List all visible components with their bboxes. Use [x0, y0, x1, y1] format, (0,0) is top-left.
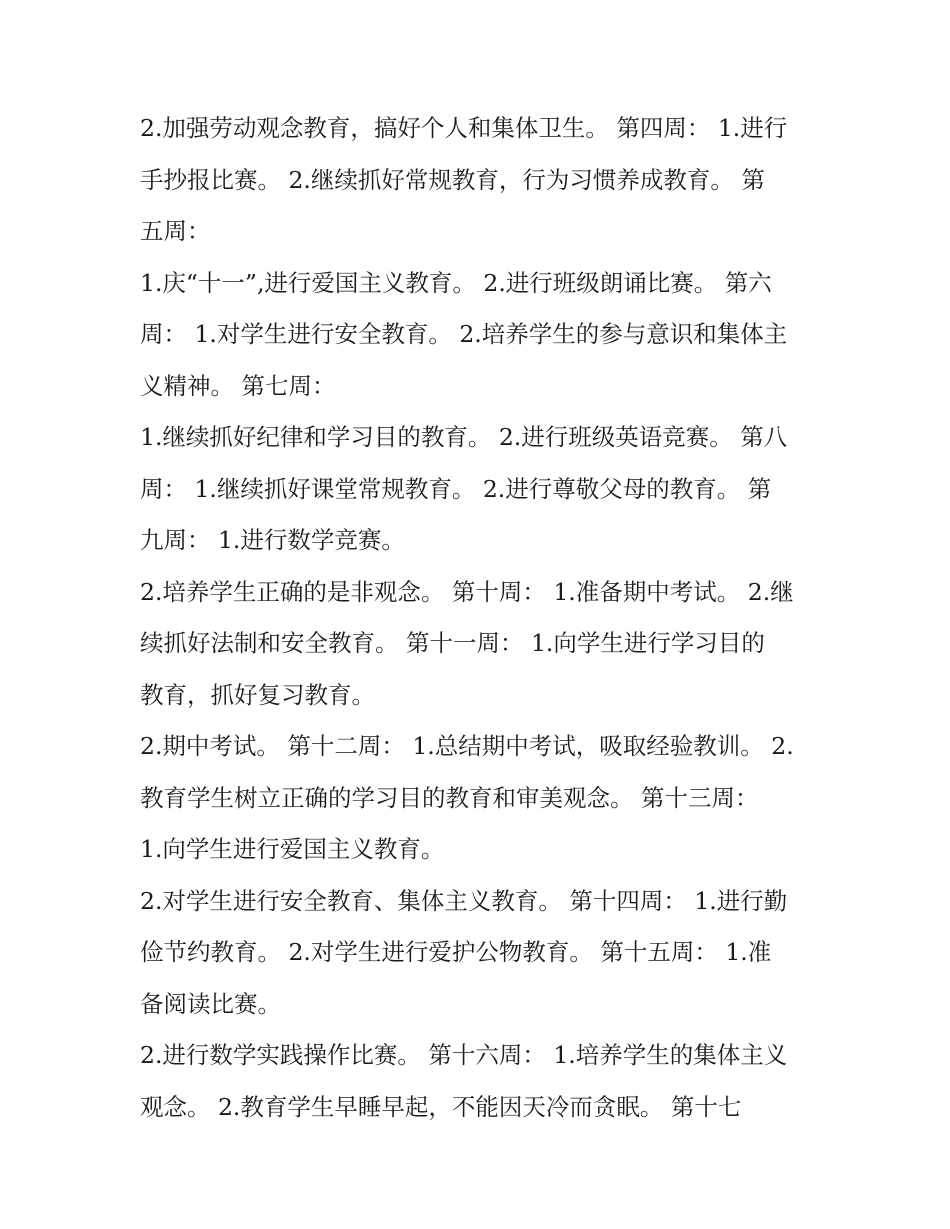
- paragraph: [140, 721, 815, 876]
- text-line: 2.培养学生正确的是非观念。 第十周： 1.准备期中考试。 2.继: [140, 577, 794, 606]
- paragraph: [140, 258, 815, 413]
- text-line: 续抓好法制和安全教育。 第十一周： 1.向学生进行学习目的: [140, 629, 765, 657]
- text-line: 周： 1.对学生进行安全教育。 2.培养学生的参与意识和集体主: [140, 320, 788, 348]
- paragraph: [140, 412, 815, 567]
- paragraph: [140, 103, 815, 258]
- paragraph: [140, 876, 815, 1031]
- text-line: 1.向学生进行爱国主义教育。: [140, 835, 445, 863]
- text-line: 2.进行数学实践操作比赛。 第十六周： 1.培养学生的集体主义: [140, 1041, 788, 1069]
- text-line: 义精神。 第七周：: [140, 371, 336, 400]
- text-line: 2.加强劳动观念教育，搞好个人和集体卫生。 第四周： 1.进行: [140, 114, 788, 142]
- text-line: 手抄报比赛。 2.继续抓好常规教育，行为习惯养成教育。 第: [140, 165, 765, 194]
- document-body: [140, 103, 815, 1133]
- text-line: 教育，抓好复习教育。: [140, 680, 375, 709]
- text-line: 五周：: [140, 217, 211, 245]
- text-line: 周： 1.继续抓好课堂常规教育。 2.进行尊敬父母的教育。 第: [140, 474, 772, 503]
- text-line: 1.继续抓好纪律和学习目的教育。 2.进行班级英语竞赛。 第八: [140, 423, 788, 451]
- text-line: 备阅读比赛。: [140, 989, 281, 1018]
- text-line: 俭节约教育。 2.对学生进行爱护公物教育。 第十五周： 1.准: [140, 938, 772, 966]
- paragraph: [140, 567, 815, 722]
- text-line: 观念。 2.教育学生早睡早起，不能因天冷而贪眠。 第十七: [140, 1092, 742, 1121]
- text-line: 九周： 1.进行数学竞赛。: [140, 526, 405, 554]
- text-line: 教育学生树立正确的学习目的教育和审美观念。 第十三周：: [140, 783, 759, 812]
- paragraph: [140, 1030, 815, 1133]
- text-line: 1.庆“十一”,进行爱国主义教育。 2.进行班级朗诵比赛。 第六: [140, 268, 772, 297]
- text-line: 2.对学生进行安全教育、集体主义教育。 第十四周： 1.进行勤: [140, 886, 788, 915]
- text-line: 2.期中考试。 第十二周： 1.总结期中考试，吸取经验教训。 2.: [140, 732, 794, 760]
